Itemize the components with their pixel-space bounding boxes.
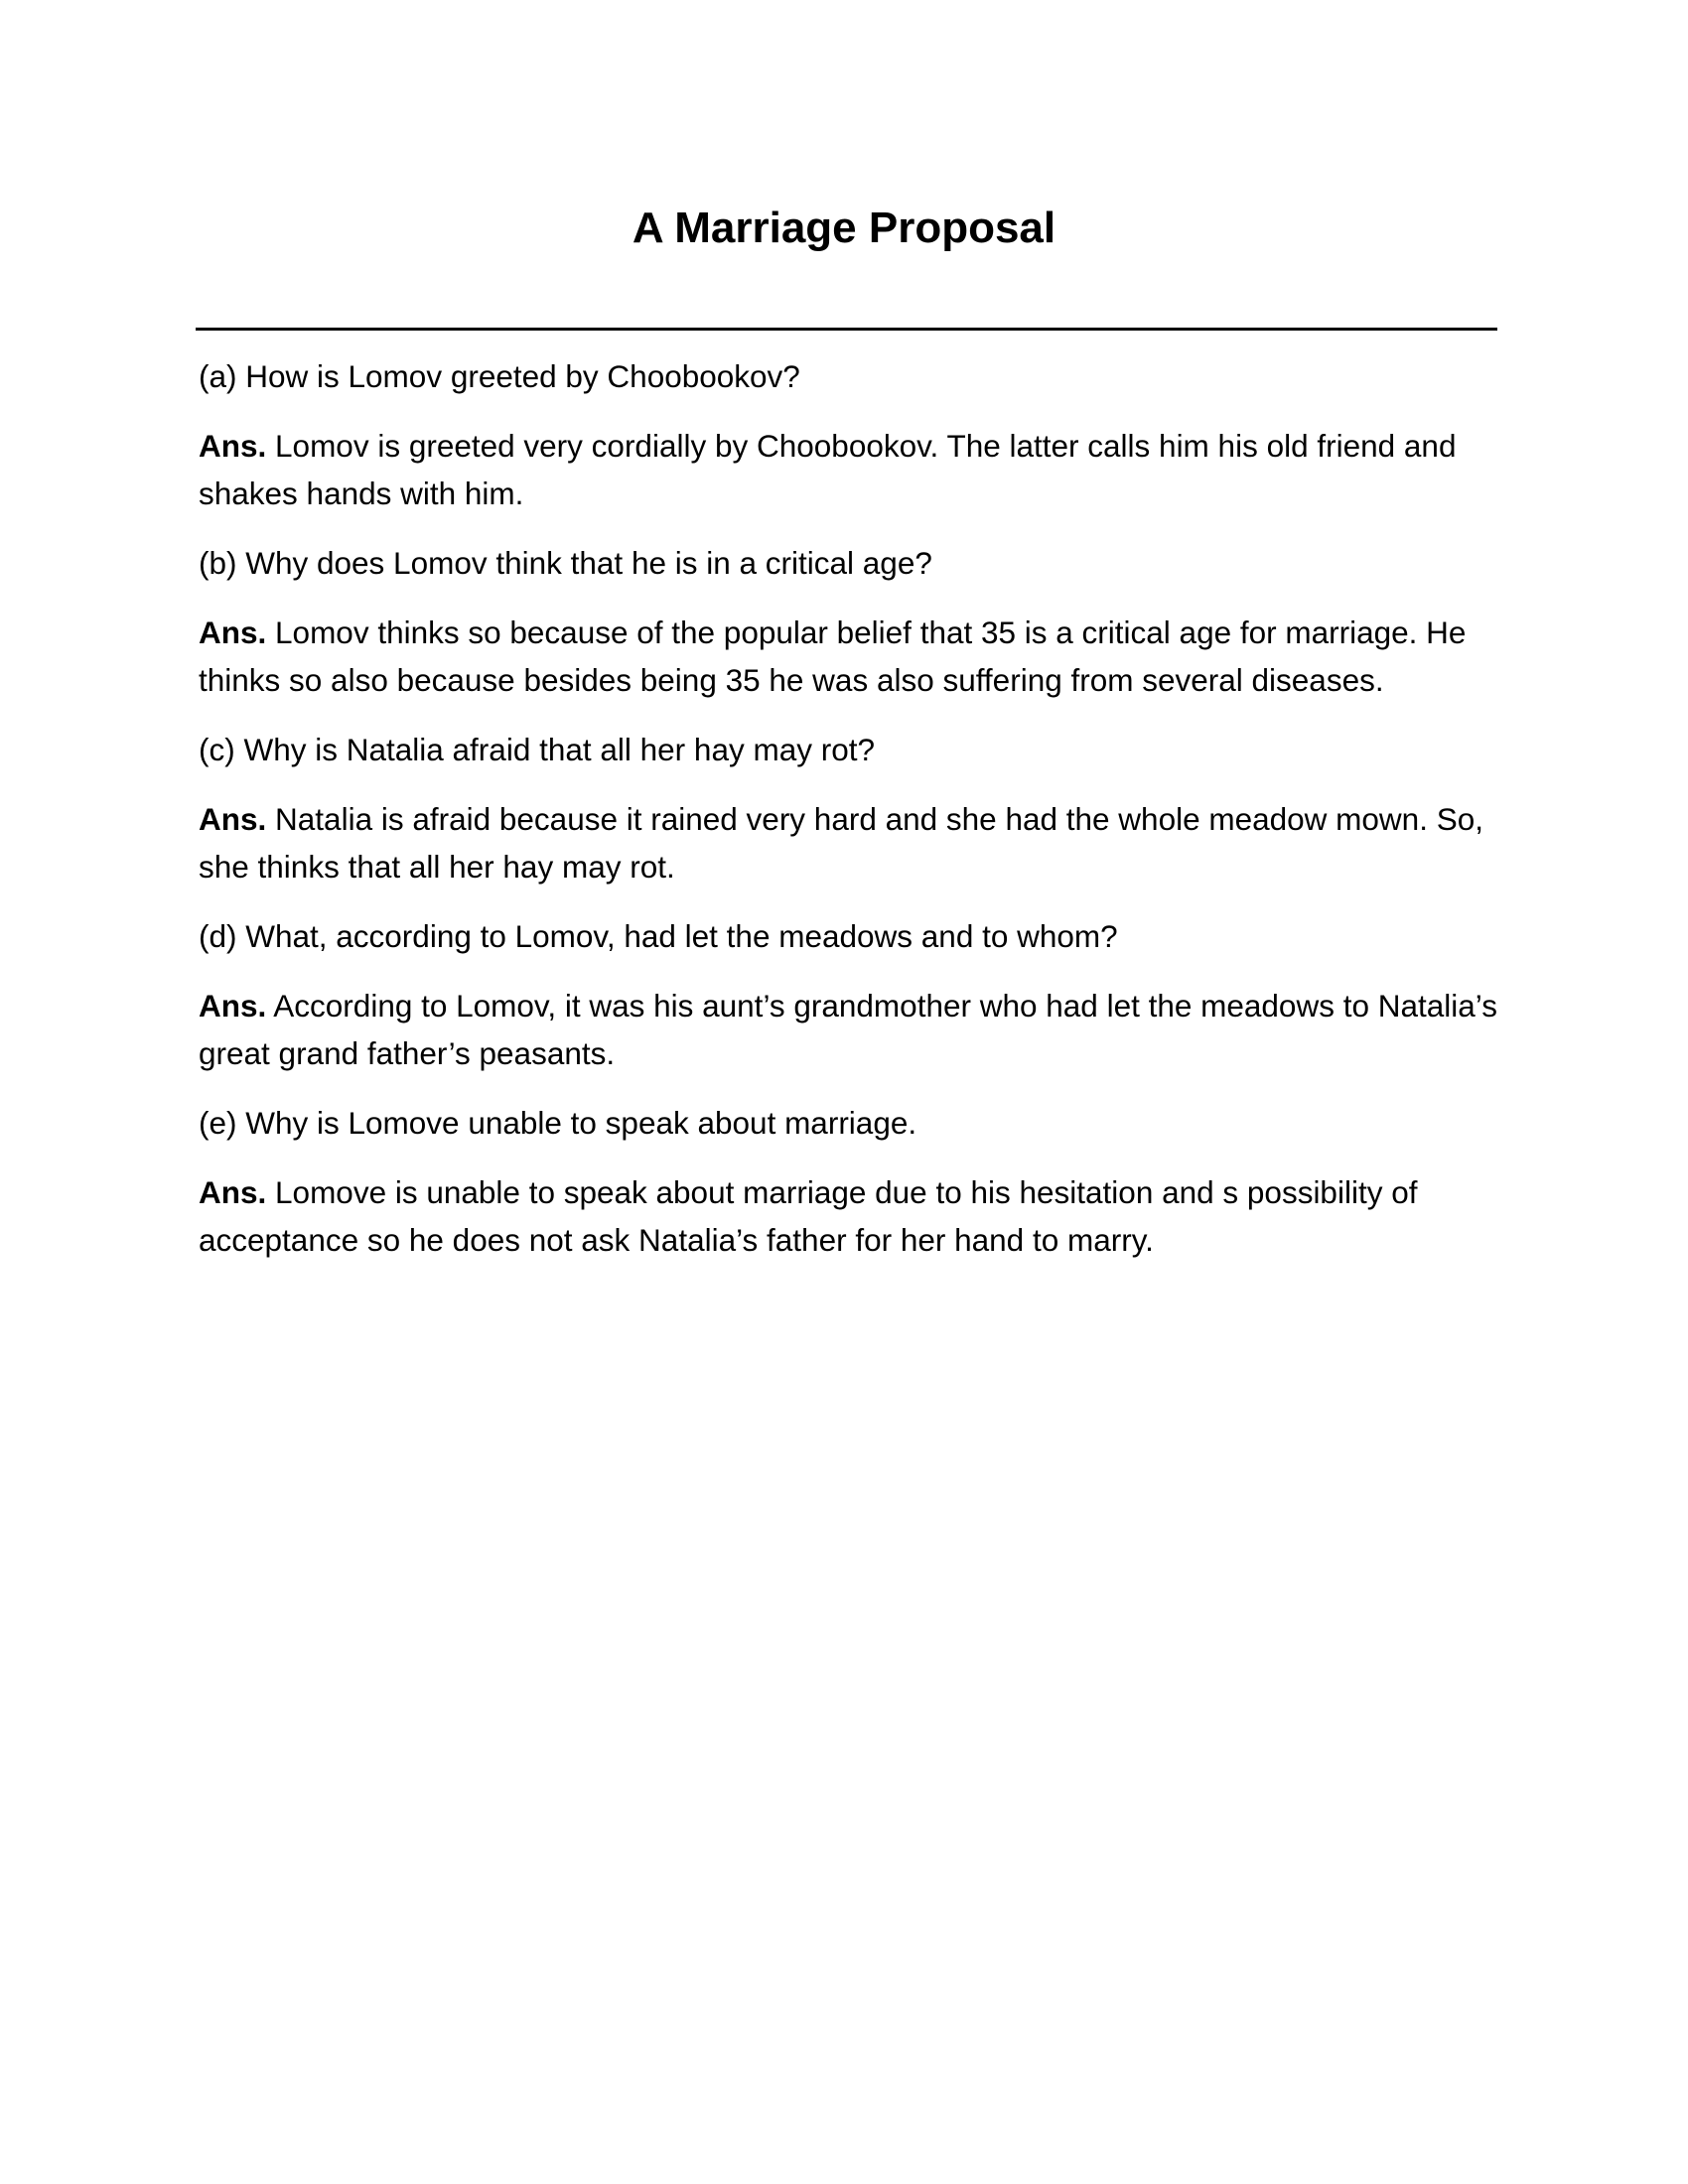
answer-e bbox=[199, 1168, 1499, 1264]
answer-label: Ans. bbox=[199, 988, 267, 1024]
answer-a bbox=[199, 422, 1499, 517]
question-b: (b) Why does Lomov think that he is in a critical age? bbox=[199, 545, 932, 581]
answer-label: Ans. bbox=[199, 1174, 267, 1210]
question-c: (c) Why is Natalia afraid that all her hay may rot? bbox=[199, 732, 876, 767]
answer-label: Ans. bbox=[199, 614, 267, 650]
answer-label: Ans. bbox=[199, 801, 267, 837]
answer-text: Natalia is afraid because it rained very hard and she had the whole meadow mown. So, she thinks that all her hay may rot. bbox=[199, 801, 1483, 885]
answer-text: According to Lomov, it was his aunt’s grandmother who had let the meadows to Natalia’s great grand father’s peasants. bbox=[199, 988, 1497, 1071]
answer-b bbox=[199, 609, 1499, 704]
answer-d bbox=[199, 982, 1499, 1077]
answer-label: Ans. bbox=[199, 428, 267, 464]
answer-c bbox=[199, 795, 1499, 890]
question-a: (a) How is Lomov greeted by Choobookov? bbox=[199, 358, 800, 394]
page-title: A Marriage Proposal bbox=[632, 204, 1056, 252]
title-divider bbox=[196, 328, 1497, 331]
question-d: (d) What, according to Lomov, had let the meadows and to whom? bbox=[199, 918, 1118, 954]
question-answer-list bbox=[199, 352, 1499, 1286]
question-e: (e) Why is Lomove unable to speak about marriage. bbox=[199, 1105, 917, 1141]
answer-text: Lomove is unable to speak about marriage due to his hesitation and s possibility of acceptance so he does not ask Natalia’s father for her hand to marry. bbox=[199, 1174, 1418, 1258]
answer-text: Lomov is greeted very cordially by Choobookov. The latter calls him his old friend and shakes hands with him. bbox=[199, 428, 1457, 511]
answer-text: Lomov thinks so because of the popular belief that 35 is a critical age for marriage. He thinks so also because besides being 35 he was also suffering from several diseases. bbox=[199, 614, 1467, 698]
